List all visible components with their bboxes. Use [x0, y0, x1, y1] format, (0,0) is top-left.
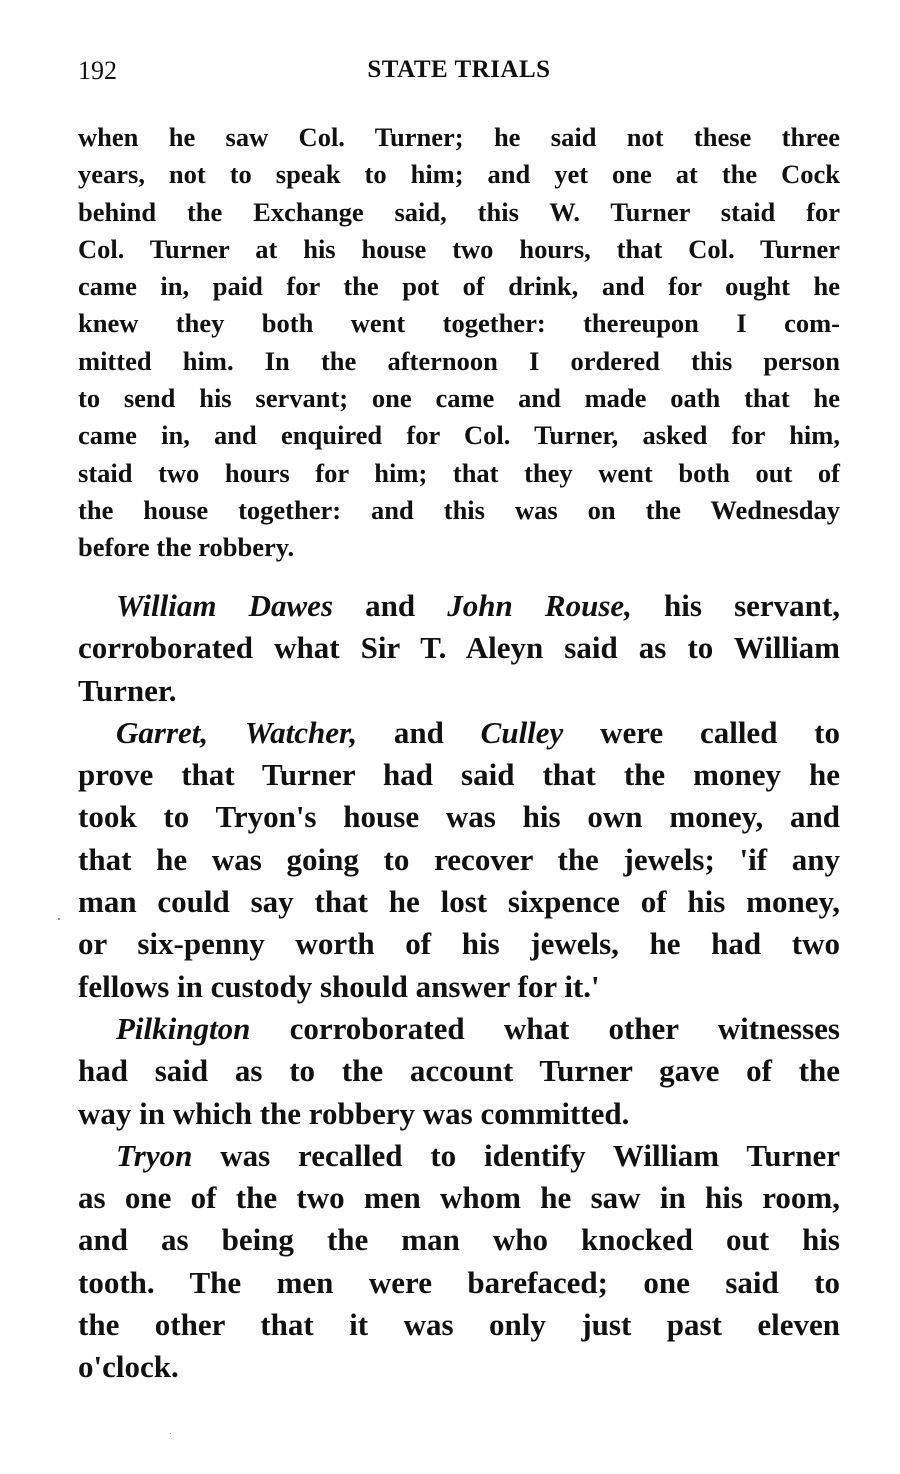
text-line: and as being the man who knocked out his: [78, 1222, 840, 1258]
text-line: came in, paid for the pot of drink, and for ought he: [78, 271, 840, 302]
text-line: or six-penny worth of his jewels, he had two: [78, 926, 840, 962]
page-header: [78, 56, 840, 96]
text-line: man could say that he lost sixpence of his money,: [78, 884, 840, 920]
text-line: Turner.: [78, 672, 177, 708]
text-line: [78, 585, 840, 627]
text-line: the house together: and this was on the Wednesday: [78, 494, 840, 525]
text-line: that he was going to recover the jewels; 'if any: [78, 841, 840, 877]
text-line: years, not to speak to him; and yet one at the Cock: [78, 159, 840, 190]
text-line: corroborated what Sir T. Aleyn said as to William: [78, 630, 840, 666]
text-line: as one of the two men whom he saw in his room,: [78, 1180, 840, 1216]
text-line: fellows in custody should answer for it.': [78, 968, 600, 1004]
text-line: [78, 1008, 840, 1050]
text-line: mitted him. In the afternoon I ordered this person: [78, 345, 840, 376]
text-line: [78, 1135, 840, 1177]
text-line: tooth. The men were barefaced; one said to: [78, 1264, 840, 1300]
text-line: o'clock.: [78, 1349, 179, 1385]
continued-paragraph: [78, 119, 840, 567]
text-line: came in, and enquired for Col. Turner, asked for him,: [78, 420, 840, 451]
witness-name: Pilkington: [116, 1010, 251, 1046]
witness-name: Culley: [480, 714, 564, 750]
text-line: had said as to the account Turner gave of the: [78, 1053, 840, 1089]
text-run: was recalled to identify William Turner: [192, 1137, 840, 1173]
print-speck: [170, 1433, 171, 1434]
text-line: before the robbery.: [78, 532, 295, 563]
text-run: his servant,: [631, 588, 840, 623]
text-line: behind the Exchange said, this W. Turner staid for: [78, 196, 840, 227]
text-line: way in which the robbery was committed.: [78, 1095, 630, 1131]
paragraph-pilkington: [78, 1008, 840, 1135]
text-line: to send his servant; one came and made oath that he: [78, 383, 840, 414]
page-number: 192: [78, 56, 117, 85]
running-head: STATE TRIALS: [367, 56, 551, 83]
text-run: were called to: [563, 714, 841, 750]
witness-name: Watcher,: [244, 714, 358, 750]
text-run: and: [357, 714, 481, 750]
paragraph-garret-watcher-culley: [78, 712, 840, 1008]
witness-name: John Rouse,: [447, 588, 632, 623]
testimony-paragraphs: [78, 585, 840, 1389]
text-line: staid two hours for him; that they went both out of: [78, 457, 840, 488]
text-line: when he saw Col. Turner; he said not these three: [78, 122, 840, 152]
print-speck: [58, 918, 60, 920]
paragraph-tryon: [78, 1135, 840, 1389]
text-run: and: [333, 588, 448, 623]
text-run: corroborated what other witnesses: [250, 1010, 840, 1046]
text-line: [78, 712, 840, 754]
witness-name: Tryon: [116, 1137, 193, 1173]
text-line: knew they both went together: thereupon I com-: [78, 308, 840, 339]
paragraph-dawes-rouse: [78, 585, 840, 712]
text-line: prove that Turner had said that the money he: [78, 757, 840, 793]
text-line: took to Tryon's house was his own money, and: [78, 799, 840, 835]
witness-name: William Dawes: [116, 588, 334, 623]
text-line: Col. Turner at his house two hours, that Col. Turner: [78, 233, 840, 264]
witness-name: Garret,: [116, 714, 209, 750]
text-line: the other that it was only just past eleven: [78, 1307, 840, 1343]
